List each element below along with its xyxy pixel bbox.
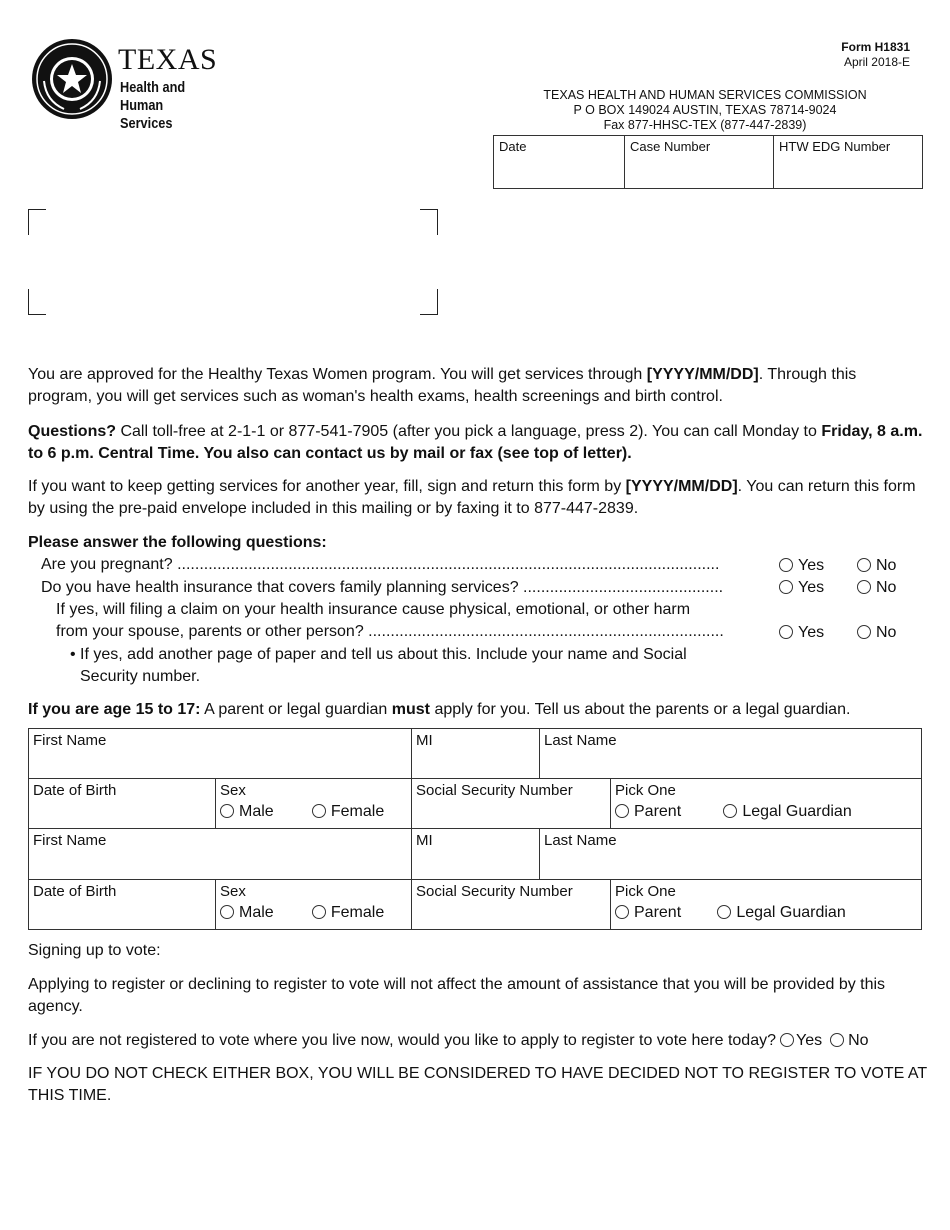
guardian-2-name-row: [29, 829, 922, 880]
radio-icon[interactable]: [717, 905, 731, 919]
radio-icon[interactable]: [779, 580, 793, 594]
harm-yes-option[interactable]: Yes: [779, 622, 824, 644]
guardian-2-last-name-field[interactable]: Last Name: [540, 829, 922, 880]
htw-edg-number-field[interactable]: HTW EDG Number: [774, 136, 923, 189]
question-harm-line2: from your spouse, parents or other person? ................................................................................: [56, 623, 724, 640]
guardian-1-male-option[interactable]: Male: [220, 803, 274, 821]
crop-mark: [28, 209, 46, 235]
guardian-2-male-option[interactable]: Male: [220, 904, 274, 922]
radio-icon[interactable]: [857, 558, 871, 572]
harm-no-option[interactable]: No: [857, 622, 896, 644]
radio-icon[interactable]: [779, 558, 793, 572]
radio-icon[interactable]: [830, 1033, 844, 1047]
crop-mark: [420, 289, 438, 315]
radio-icon[interactable]: [779, 625, 793, 639]
header-fields-table: [493, 135, 923, 189]
vote-no-option[interactable]: No: [830, 1032, 868, 1049]
guardian-2-ssn-field[interactable]: Social Security Number: [412, 880, 611, 930]
guardian-1-name-row: [29, 729, 922, 779]
case-number-field[interactable]: Case Number: [625, 136, 774, 189]
guardian-2-first-name-field[interactable]: First Name: [29, 829, 412, 880]
question-pregnant: Are you pregnant? ..........................................................................................................................: [41, 556, 720, 573]
agency-address: [490, 88, 920, 133]
crop-mark: [420, 209, 438, 235]
guardian-1-ssn-field[interactable]: Social Security Number: [412, 779, 611, 829]
age-guardian-instruction: If you are age 15 to 17: A parent or legal guardian must apply for you. Tell us about the parents or a legal guardian.: [28, 701, 851, 718]
vote-warning: IF YOU DO NOT CHECK EITHER BOX, YOU WILL BE CONSIDERED TO HAVE DECIDED NOT TO REGISTER TO VOTE AT THIS TIME.: [28, 1065, 927, 1104]
radio-icon[interactable]: [615, 905, 629, 919]
vote-question: If you are not registered to vote where you live now, would you like to apply to register to vote here today? Yes No: [28, 1032, 869, 1049]
radio-icon[interactable]: [615, 804, 629, 818]
radio-icon[interactable]: [312, 804, 326, 818]
date-field[interactable]: Date: [494, 136, 625, 189]
harm-note-line2: Security number.: [80, 668, 201, 685]
radio-icon[interactable]: [220, 804, 234, 818]
form-id: [841, 40, 910, 70]
agency-name: TEXAS HEALTH AND HUMAN SERVICES COMMISSION: [543, 88, 867, 102]
guardian-1-sex-field: Sex Male Female: [216, 779, 412, 829]
harm-note-line1: • If yes, add another page of paper and tell us about this. Include your name and Social: [70, 646, 687, 663]
guardian-1-first-name-field[interactable]: First Name: [29, 729, 412, 779]
guardian-2-dob-field[interactable]: Date of Birth: [29, 880, 216, 930]
radio-icon[interactable]: [220, 905, 234, 919]
radio-icon[interactable]: [857, 625, 871, 639]
form-number: Form H1831: [841, 40, 910, 54]
logo-subtitle: Health and Human Services: [120, 79, 186, 132]
pregnant-yes-option[interactable]: Yes: [779, 555, 824, 577]
crop-mark: [28, 289, 46, 315]
guardian-2-legal-guardian-option[interactable]: Legal Guardian: [717, 904, 845, 922]
radio-icon[interactable]: [312, 905, 326, 919]
guardian-1-pick-one-field: Pick One Parent Legal Guardian: [611, 779, 922, 829]
renewal-paragraph: If you want to keep getting services for another year, fill, sign and return this form by [YYYY/MM/DD]. You can return this form by using the pre-paid envelope included in this mailing or by faxing it to 877-447-2839.: [28, 478, 916, 517]
question-harm-line1: If yes, will filing a claim on your health insurance cause physical, emotional, or other harm: [56, 601, 691, 618]
guardian-2-parent-option[interactable]: Parent: [615, 904, 681, 922]
vote-yes-option[interactable]: Yes: [780, 1032, 822, 1049]
agency-po-box: P O BOX 149024 AUSTIN, TEXAS 78714-9024: [573, 103, 837, 117]
insurance-no-option[interactable]: No: [857, 577, 896, 599]
questions-contact-paragraph: Questions? Call toll-free at 2-1-1 or 877-541-7905 (after you pick a language, press 2). You can call Monday to Friday, 8 a.m. to 6 p.m. Central Time. You also can contact us by mail or fax (see top of letter).: [28, 423, 923, 462]
guardian-2-sex-field: Sex Male Female: [216, 880, 412, 930]
guardian-2-mi-field[interactable]: MI: [412, 829, 540, 880]
guardian-1-last-name-field[interactable]: Last Name: [540, 729, 922, 779]
agency-fax: Fax 877-HHSC-TEX (877-447-2839): [603, 118, 807, 132]
radio-icon[interactable]: [857, 580, 871, 594]
form-date: April 2018-E: [843, 55, 910, 69]
guardian-1-mi-field[interactable]: MI: [412, 729, 540, 779]
guardian-1-female-option[interactable]: Female: [312, 803, 384, 821]
pregnant-no-option[interactable]: No: [857, 555, 896, 577]
vote-heading: Signing up to vote:: [28, 942, 161, 959]
radio-icon[interactable]: [723, 804, 737, 818]
hhs-logo: [30, 35, 250, 132]
question-insurance: Do you have health insurance that covers family planning services? .............................................: [41, 579, 724, 596]
logo-word: TEXAS: [118, 43, 218, 76]
guardian-2-pick-one-field: Pick One Parent Legal Guardian: [611, 880, 922, 930]
texas-seal-icon: [30, 37, 114, 121]
guardian-2-detail-row: [29, 880, 922, 930]
guardian-table: [28, 728, 922, 930]
questions-heading: Please answer the following questions:: [28, 534, 327, 551]
vote-assistance-paragraph: Applying to register or declining to register to vote will not affect the amount of assistance that you will be provided by this agency.: [28, 976, 886, 1015]
guardian-2-female-option[interactable]: Female: [312, 904, 384, 922]
radio-icon[interactable]: [780, 1033, 794, 1047]
guardian-1-detail-row: [29, 779, 922, 829]
approval-paragraph: You are approved for the Healthy Texas Women program. You will get services through [YYYY/MM/DD]. Through this program, you will get services such as woman's health exams, health screenings and birth control.: [28, 366, 857, 405]
guardian-1-legal-guardian-option[interactable]: Legal Guardian: [723, 803, 851, 821]
insurance-yes-option[interactable]: Yes: [779, 577, 824, 599]
guardian-1-dob-field[interactable]: Date of Birth: [29, 779, 216, 829]
guardian-1-parent-option[interactable]: Parent: [615, 803, 681, 821]
